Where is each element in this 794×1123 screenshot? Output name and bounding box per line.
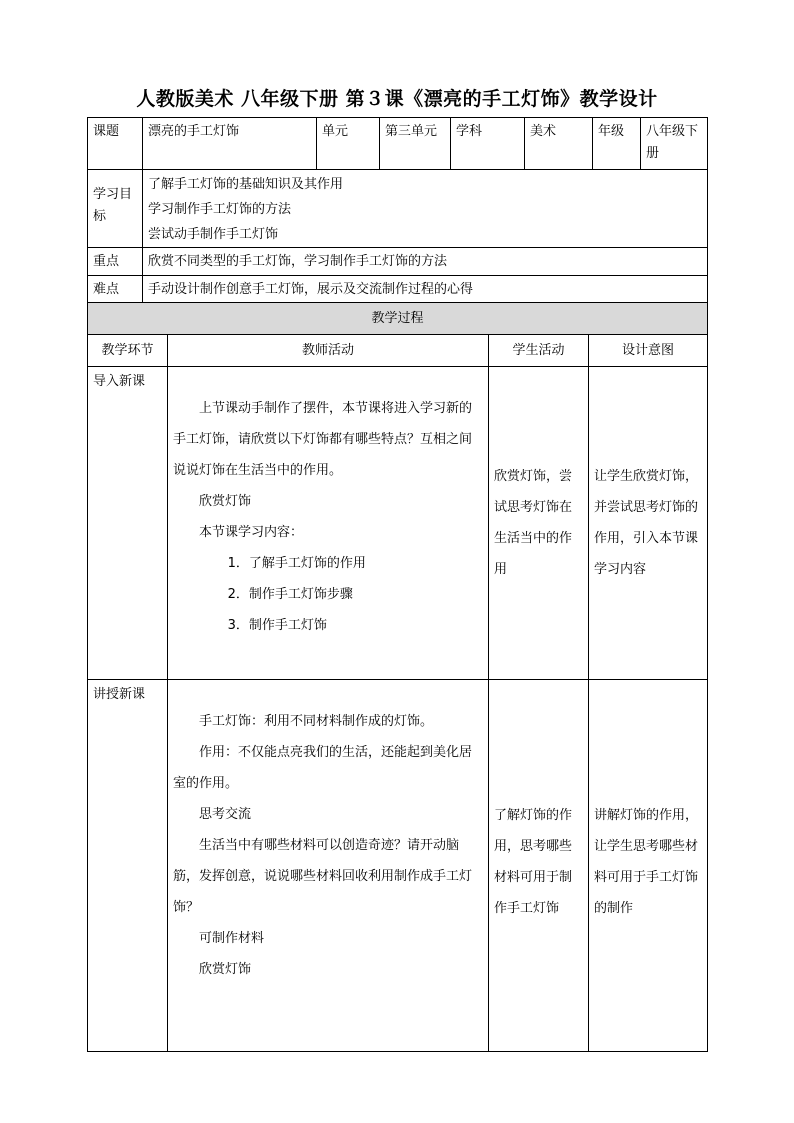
teacher-line: 可制作材料 [199,931,265,946]
teacher-line: 欣赏灯饰 [199,494,252,509]
table-row [88,367,708,680]
teaching-process-table [87,302,708,1052]
subject-label: 学科 [451,118,525,170]
col-header-intent: 设计意图 [589,335,708,367]
goals-label: 学习目标 [88,170,143,248]
goals-list [143,170,708,248]
goal-item: 了解手工灯饰的基础知识及其作用 [148,177,344,192]
subject-value: 美术 [525,118,593,170]
topic-label: 课题 [88,118,143,170]
design-intent-cell: 讲解灯饰的作用，让学生思考哪些材料可用于手工灯饰的制作 [589,680,708,1052]
col-header-teacher: 教师活动 [168,335,489,367]
lesson-info-table [87,117,708,304]
student-activity-cell: 了解灯饰的作用，思考哪些材料可用于制作手工灯饰 [489,680,589,1052]
topic-value: 漂亮的手工灯饰 [143,118,317,170]
unit-value: 第三单元 [380,118,451,170]
teacher-intro: 上节课动手制作了摆件，本节课将进入学习新的手工灯饰，请欣赏以下灯饰都有哪些特点？互相之间说说灯饰在生活当中的作用。 [173,401,473,478]
col-header-student: 学生活动 [489,335,589,367]
teacher-line: 手工灯饰：利用不同材料制作成的灯饰。 [199,714,434,729]
stage-cell: 导入新课 [88,367,168,680]
teacher-line: 欣赏灯饰 [199,962,252,977]
teacher-line: 生活当中有哪些材料可以创造奇迹？请开动脑筋，发挥创意，说说哪些材料回收利用制作成手工灯饰？ [173,838,473,915]
goal-item: 尝试动手制作手工灯饰 [148,227,279,242]
student-activity-cell: 欣赏灯饰，尝试思考灯饰在生活当中的作用 [489,367,589,680]
teacher-line: 本节课学习内容： [199,525,304,540]
grade-value: 八年级下册 [641,118,708,170]
teacher-line: 作用：不仅能点亮我们的生活，还能起到美化居室的作用。 [173,745,473,791]
unit-label: 单元 [317,118,380,170]
teacher-activity-cell [168,680,489,1052]
difficulty-value: 手动设计制作创意手工灯饰，展示及交流制作过程的心得 [143,276,708,304]
content-item: 1．了解手工灯饰的作用 [227,556,366,571]
teacher-activity-cell [168,367,489,680]
grade-label: 年级 [593,118,641,170]
stage-cell: 讲授新课 [88,680,168,1052]
col-header-stage: 教学环节 [88,335,168,367]
teacher-line: 思考交流 [199,807,252,822]
key-value: 欣赏不同类型的手工灯饰，学习制作手工灯饰的方法 [143,248,708,276]
content-item: 3．制作手工灯饰 [227,618,327,633]
goal-item: 学习制作手工灯饰的方法 [148,202,292,217]
content-item: 2．制作手工灯饰步骤 [227,587,353,602]
design-intent-cell: 让学生欣赏灯饰，并尝试思考灯饰的作用，引入本节课学习内容 [589,367,708,680]
key-label: 重点 [88,248,143,276]
process-header: 教学过程 [88,303,708,335]
difficulty-label: 难点 [88,276,143,304]
table-row [88,680,708,1052]
page-title: 人教版美术 八年级下册 第３课《漂亮的手工灯饰》教学设计 [136,88,658,110]
